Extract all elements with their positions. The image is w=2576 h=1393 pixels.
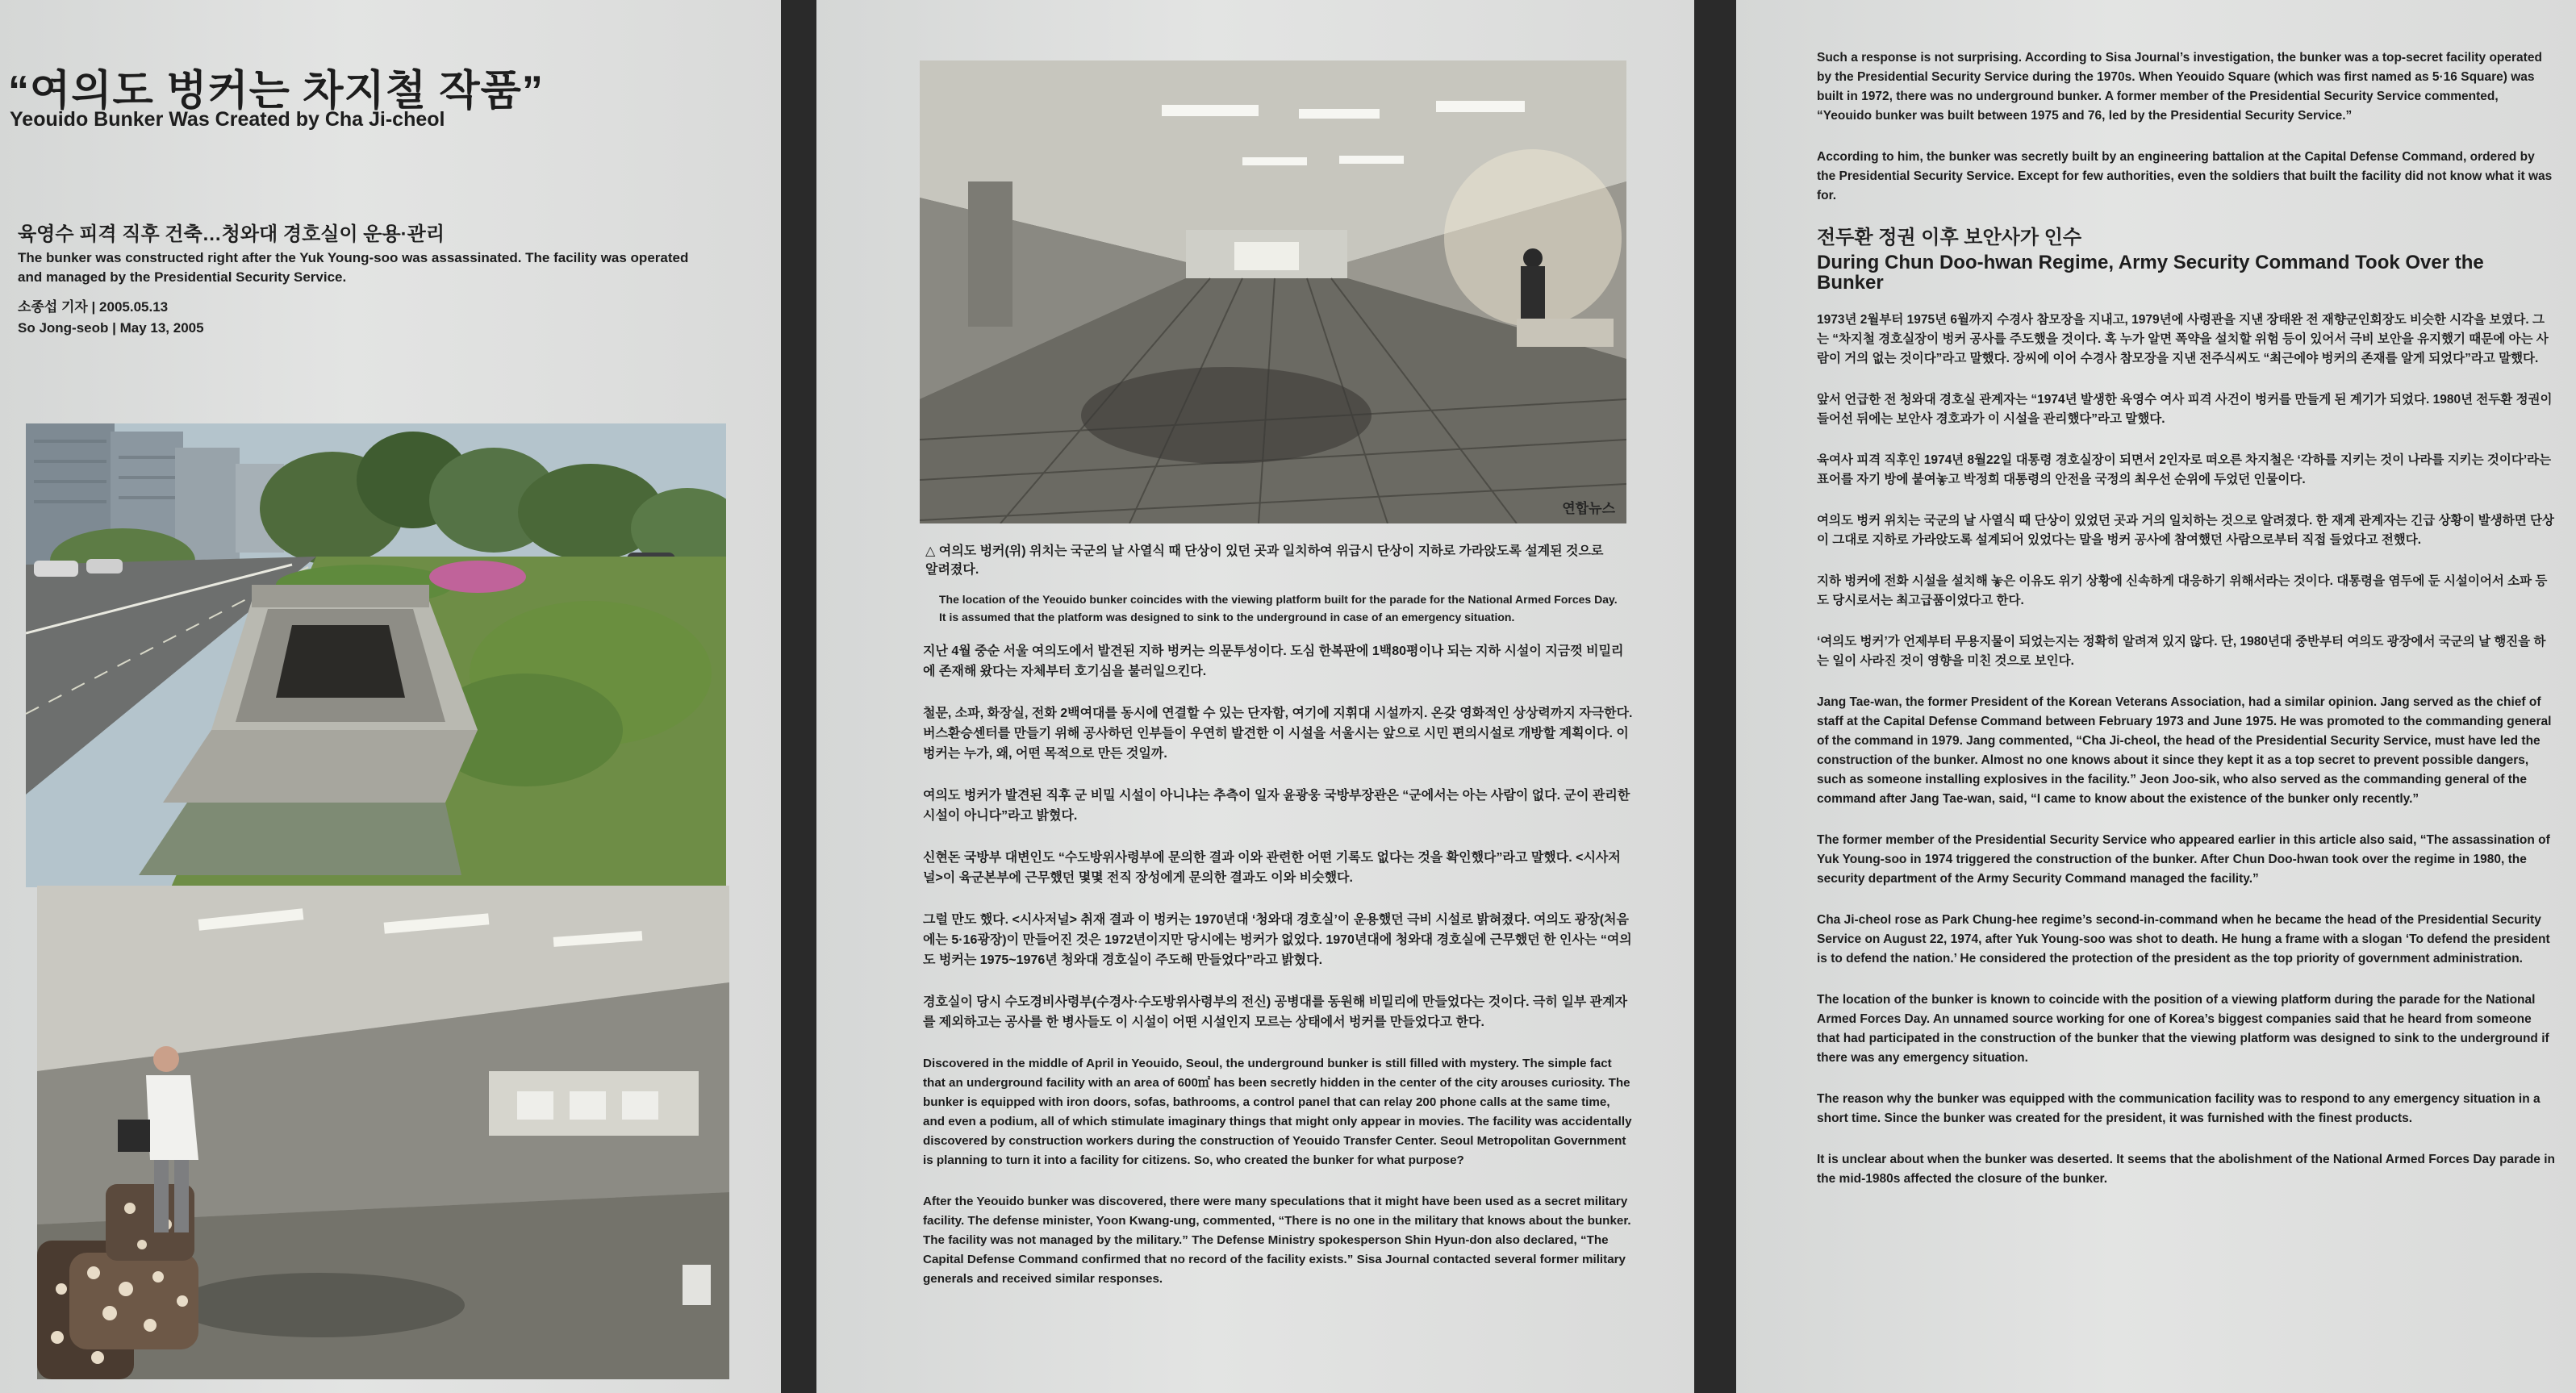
title-korean: “여의도 벙커는 차지철 작품”: [8, 68, 544, 115]
article-paragraph: Such a response is not surprising. According to Sisa Journal’s investigation, the bunker was a top-secret facility operated by the Presidential Security Service during the 1970s. When Yeouido Square (which was first named as 5·16 Square) was built in 1972, there was no underground bunker. A former member of the Presidential Security Service commented, “Yeouido bunker was built between 1975 and 76, led by the Presidential Security Service.”: [1817, 51, 2542, 123]
bunker-interior-illustration: [37, 886, 729, 1379]
article-paragraph: ‘여의도 벙커’가 언제부터 무용지물이 되었는지는 정확히 알려져 있지 않다. 단, 1980년대 중반부터 여의도 광장에서 국군의 날 행진을 하는 일이 사라진 것이 영향을 미친 것으로 보인다.: [1817, 635, 2546, 668]
subtitle-english: The bunker was constructed right after the Yuk Young-soo was assassinated. The facility was operated and managed by the Presidential Security Service.: [18, 250, 689, 285]
left-panel: [0, 0, 781, 1393]
article-paragraph: 지난 4월 중순 서울 여의도에서 발견된 지하 벙커는 의문투성이다. 도심 한복판에 1백80평이나 되는 지하 시설이 지금껏 비밀리에 존재해 왔다는 자체부터 호기심을 불러일으킨다.: [923, 644, 1624, 678]
article-paragraph: 철문, 소파, 화장실, 전화 2백여대를 동시에 연결할 수 있는 단자함, 여기에 지휘대 시설까지. 온갖 영화적인 상상력까지 자극한다. 버스환승센터를 만들기 위해 공사하던 인부들이 우연히 발견한 이 시설을 서울시는 앞으로 시민 편의시설로 개방할 계획이다. 이 벙커는 누가, 왜, 어떤 목적으로 만든 것일까.: [923, 707, 1633, 761]
article-paragraph: 그럴 만도 했다. <시사저널> 취재 결과 이 벙커는 1970년대 ‘청와대 경호실’이 운용했던 극비 시설로 밝혀졌다. 여의도 광장(처음에는 5·16광장)이 만들어진 것은 1972년이지만 당시에는 벙커가 없었다. 1970년대에 청와대 경호실에 근무했던 한 인사는 “여의도 벙커는 1975~1976년 청와대 경호실이 주도해 만들었다”라고 밝혔다.: [923, 913, 1632, 967]
panel-divider: [1694, 0, 1736, 1393]
bunker-tunnel-illustration: [920, 60, 1626, 523]
photo-caption-korean: △ 여의도 벙커(위) 위치는 국군의 날 사열식 때 단상이 있던 곳과 일치하여 위급시 단상이 지하로 가라앉도록 설계된 것으로 알려졌다.: [925, 544, 1604, 577]
article-paragraph: Cha Ji-cheol rose as Park Chung-hee regime’s second-in-command when he became the head of the Presidential Security Service on August 22, 1974, after Yuk Young-soo was shot to death. He hung a frame with a slogan ‘To defend the president is to defend the nation.’ He considered the protection of the president as the top priority of government administration.: [1817, 913, 2550, 966]
photo-credit: 연합뉴스: [1562, 501, 1615, 516]
title-english: Yeouido Bunker Was Created by Cha Ji-cheol: [10, 108, 445, 131]
article-paragraph: Discovered in the middle of April in Yeouido, Seoul, the underground bunker is still filled with mystery. The simple fact that an underground facility with an area of 600㎡ has been secretly hidden in the center of the city arouses curiosity. The bunker is equipped with iron doors, sofas, bathrooms, a control panel that can relay 200 phone calls at the same time, and even a podium, all of which stimulate imaginary things that might only appear in movies. The facility was accidentally discovered by construction workers during the construction of Yeouido Transfer Center. Seoul Metropolitan Government is planning to turn it into a facility for citizens. So, who created the bunker for what purpose?: [923, 1057, 1632, 1167]
byline: [18, 297, 204, 339]
article-paragraph: It is unclear about when the bunker was deserted. It seems that the abolishment of the National Armed Forces Day parade in the mid-1980s affected the closure of the bunker.: [1817, 1153, 2555, 1186]
article-paragraph: The former member of the Presidential Security Service who appeared earlier in this article also said, “The assassination of Yuk Young-soo in 1974 triggered the construction of the bunker. After Chun Doo-hwan took over the regime in 1980, the security department of the Army Security Command managed the facility.”: [1817, 833, 2550, 886]
article-paragraph: Jang Tae-wan, the former President of the Korean Veterans Association, had a similar opinion. Jang served as the chief of staff at the Capital Defense Command between February 1973 and June 1975. He was promoted to the commanding general of the command in 1979. Jang commented, “Cha Ji-cheol, the head of the Presidential Security Service, must have led the construction of the bunker. Almost no one knows about it since they kept it as a top secret to prevent possible dangers, such as someone installing explosives in the facility.” Jeon Joo-sik, who also served as the commanding general of the command after Jang Tae-wan, said, “I came to know about the existence of the bunker only recently.”: [1817, 695, 2552, 806]
middle-article-body: [923, 641, 1633, 1311]
bunker-entrance-illustration: [26, 423, 726, 887]
right-panel: [1736, 0, 2576, 1393]
byline-english: So Jong-seob | May 13, 2005: [18, 320, 204, 336]
article-paragraph: 여의도 벙커 위치는 국군의 날 사열식 때 단상이 있었던 곳과 거의 일치하는 것으로 알려졌다. 한 재계 관계자는 긴급 상황이 발생하면 단상이 그대로 지하로 가라앉도록 설계되어 있었다는 말을 벙커 공사에 참여했던 사람으로부터 직접 들었다고 전했다.: [1817, 514, 2554, 547]
article-paragraph: 지하 벙커에 전화 시설을 설치해 놓은 이유도 위기 상황에 신속하게 대응하기 위해서라는 것이다. 대통령을 염두에 둔 시설이어서 소파 등도 당시로서는 최고급품이었다고 한다.: [1817, 574, 2548, 607]
article-paragraph: After the Yeouido bunker was discovered, there were many speculations that it might have been used as a secret military facility. The defense minister, Yoon Kwang-ung, commented, “There is no one in the military that knows about the bunker. The facility was not managed by the military.” The Defense Ministry spokesperson Shin Hyun-don also declared, “The Capital Defense Command confirmed that no record of the facility exists.” Sisa Journal contacted several former military generals and received similar responses.: [923, 1195, 1631, 1286]
article-paragraph: 1973년 2월부터 1975년 6월까지 수경사 참모장을 지내고, 1979년에 사령관을 지낸 장태완 전 재향군인회장도 비슷한 시각을 보였다. 그는 “차지철 경호실장이 벙커 공사를 주도했을 것이다. 혹 누가 알면 폭약을 설치할 위험 등이 있어서 극비 보안을 유지했기 때문에 아는 사람이 거의 없는 것이다”라고 말했다. 장씨에 이어 수경사 참모장을 지낸 전주식씨도 “최근에야 벙커의 존재를 알게 되었다”라고 말했다.: [1817, 313, 2549, 365]
article-paragraph: The reason why the bunker was equipped with the communication facility was to respond to any emergency situation in a short time. Since the bunker was created for the president, it was furnished with the finest products.: [1817, 1092, 2541, 1125]
article-paragraph: 경호실이 당시 수도경비사령부(수경사·수도방위사령부의 전신) 공병대를 동원해 비밀리에 만들었다는 것이다. 극히 일부 관계자를 제외하고는 공사를 한 병사들도 이 시설이 어떤 시설인지 모르는 상태에서 벙커를 만들었다고 한다.: [923, 995, 1628, 1029]
middle-panel: [816, 0, 1694, 1393]
section-heading-english: During Chun Doo-hwan Regime, Army Security Command Took Over the Bunker: [1817, 252, 2484, 294]
article-paragraph: 앞서 언급한 전 청와대 경호실 관계자는 “1974년 발생한 육영수 여사 피격 사건이 벙커를 만들게 된 계기가 되었다. 1980년 전두환 정권이 들어선 뒤에는 보안사 경호과가 이 시설을 관리했다”라고 말했다.: [1817, 393, 2553, 426]
article-paragraph: The location of the bunker is known to coincide with the position of a viewing platform during the parade for the National Armed Forces Day. An unnamed source working for one of Korea’s biggest companies said that he heard from someone that had participated in the construction of the bunker that the viewing platform was designed to sink to the underground if there was any emergency situation.: [1817, 993, 2549, 1065]
bunker-interior-photo: [37, 886, 729, 1379]
article-paragraph: 여의도 벙커가 발견된 직후 군 비밀 시설이 아니냐는 추측이 일자 윤광웅 국방부장관은 “군에서는 아는 사람이 없다. 군이 관리한 시설이 아니다”라고 밝혔다.: [923, 789, 1630, 823]
article-paragraph: 신현돈 국방부 대변인도 “수도방위사령부에 문의한 결과 이와 관련한 어떤 기록도 없다는 것을 확인했다”라고 말했다. <시사저널>이 육군본부에 근무했던 몇몇 전직 장성에게 문의한 결과도 이와 비슷했다.: [923, 851, 1621, 885]
bunker-tunnel-photo: [920, 60, 1626, 523]
bunker-entrance-photo: [26, 423, 726, 887]
right-article-body: [1817, 48, 2555, 1211]
section-heading-korean: 전두환 정권 이후 보안사가 인수: [1817, 227, 2082, 248]
byline-korean: 소종섭 기자 | 2005.05.13: [18, 299, 169, 315]
article-paragraph: According to him, the bunker was secretly built by an engineering battalion at the Capital Defense Command, ordered by the Presidential Security Service. Except for few authorities, even the soldiers that built the facility did not know what it was for.: [1817, 150, 2553, 202]
panel-divider: [781, 0, 816, 1393]
subtitle-korean: 육영수 피격 직후 건축…청와대 경호실이 운용·관리: [18, 223, 445, 245]
article-paragraph: 육여사 피격 직후인 1974년 8월22일 대통령 경호실장이 되면서 2인자로 떠오른 차지철은 ‘각하를 지키는 것이 나라를 지키는 것이다’라는 표어를 자기 방에 붙여놓고 박정희 대통령의 안전을 국정의 최우선 순위에 두었던 인물이다.: [1817, 453, 2552, 486]
photo-caption-english: The location of the Yeouido bunker coincides with the viewing platform built for the parade for the National Armed Forces Day. It is assumed that the platform was designed to sink to the underground in case of an emergency situation.: [939, 593, 1618, 624]
